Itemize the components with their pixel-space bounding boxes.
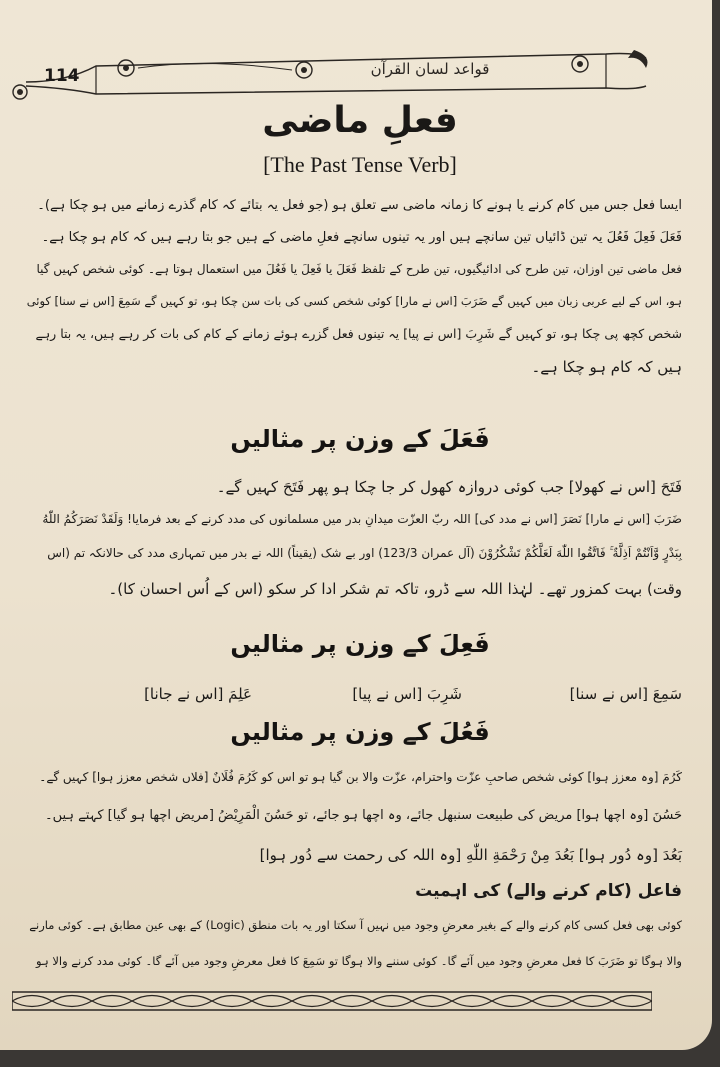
chapter-title: فعلِ ماضی — [262, 100, 458, 141]
chapter-title-english: [The Past Tense Verb] — [263, 152, 457, 177]
text-line: والا ہوگا تو ضَرَبَ کا فعل معرضِ وجود میں آئے گا۔ کوئی سننے والا ہوگا تو سَمِعَ کا فعل معرضِ وجود میں آئے گا۔ کوئی مدد کرنے والا ہو — [36, 954, 682, 968]
section-heading-faila: فَعِلَ کے وزن پر مثالیں — [230, 630, 490, 658]
text-line: كَرُمَ [وہ معزز ہوا] کوئی شخص صاحبِ عزّت واحترام، عزّت والا بن گیا ہو تو اس کو كَرُمَ فُلَانٌ [فلاں شخص معزز ہوا] کہیں گے۔ — [39, 770, 682, 784]
text-line: وقت) بہت کمزور تھے۔ لہٰذا اللہ سے ڈرو، تاکہ تم شکر ادا کر سکو (اس کے اُس احسان کا)۔ — [108, 580, 682, 598]
text-line: حَسُنَ [وہ اچھا ہوا] مریض کی طبیعت سنبھل جائے، وہ اچھا ہو جائے، تو حَسُنَ الْمَرِيْضُ [مریض اچھا ہو گیا] کہتے ہیں۔ — [45, 808, 682, 823]
section-heading-faala: فَعَلَ کے وزن پر مثالیں — [230, 425, 490, 453]
text-line: ضَرَبَ [اس نے مارا] نَصَرَ [اس نے مدد کی] اللہ ربّ العزّت میدانِ بدر میں مسلمانوں کی مدد کرنے کے بعد فرمایا! وَلَقَدْ نَصَرَكُمُ اللّٰهُ — [42, 512, 682, 526]
subsection-heading: فاعل (کام کرنے والے) کی اہمیت — [415, 881, 682, 901]
page-number: 114 — [44, 66, 80, 86]
text-line: شخص کچھ پی چکا ہو، تو کہیں گے شَرِبَ [اس نے پیا] یہ تینوں فعل گزرے ہوئے زمانے کے کام کی بات کر رہے ہیں، یہ بتا رہے — [35, 326, 682, 341]
running-header-title: قواعد لسان القرآن — [370, 60, 490, 78]
text-line: فَعَلَ فَعِلَ فَعُلَ یہ تین ڈائیاں تین سانچے ہیں اور یہ تینوں سانچے فعلِ ماضی کے ہیں جو بتا رہے ہیں کہ کام ہو چکا ہے۔ — [41, 230, 682, 245]
text-line: بَعُدَ [وہ دُور ہوا] بَعُدَ مِنْ رَحْمَةِ اللّٰهِ [وہ اللہ کی رحمت سے دُور ہوا] — [259, 846, 682, 864]
example-item: سَمِعَ [اس نے سنا] — [569, 685, 682, 703]
section-heading-faula: فَعُلَ کے وزن پر مثالیں — [230, 718, 490, 746]
text-line: فَتَحَ [اس نے کھولا] جب کوئی دروازہ کھول کر جا چکا ہو پھر فَتَحَ کہیں گے۔ — [216, 478, 682, 496]
text-line: ایسا فعل جس میں کام کرنے یا ہونے کا زمانہ ماضی سے تعلق ہو (جو فعل یہ بتائے کہ کام گذرے زمانے میں ہو چکا ہے)۔ — [37, 198, 682, 213]
text-line: بِبَدْرٍ وَّاَنْتُمْ اَذِلَّةٌ ۚ فَاتَّقُوا اللّٰهَ لَعَلَّكُمْ تَشْكُرُوْنَ (آل عمران 123/3) اور بے شک (یقیناً) اللہ نے بدر میں تمہاری مدد کی حالانکہ تم (اس — [47, 546, 682, 560]
example-item: شَرِبَ [اس نے پیا] — [352, 685, 462, 703]
bottom-ornament-border — [12, 990, 652, 1012]
text-line: کوئی بھی فعل کسی کام کرنے والے کے بغیر معرضِ وجود میں نہیں آ سکتا اور یہ بات منطق (Logic) کے بھی عین مطابق ہے۔ کوئی مارنے — [29, 918, 682, 932]
text-line: فعل ماضی تین اوزان، تین طرح کی ادائیگیوں، تین طرح کے تلفظ فَعَلَ یا فَعِلَ یا فَعُلَ میں استعمال ہوتا ہے۔ کوئی شخص کہیں گیا — [36, 262, 682, 276]
text-line: ہو، اس کے لیے عربی زبان میں کہیں گے ضَرَبَ [اس نے مارا] کوئی شخص کسی کی بات سن چکا ہو، تو کہیں گے سَمِعَ [اس نے سنا] کوئی — [26, 294, 682, 308]
example-item: عَلِمَ [اس نے جانا] — [144, 685, 252, 703]
text-line: ہیں کہ کام ہو چکا ہے۔ — [531, 358, 682, 376]
